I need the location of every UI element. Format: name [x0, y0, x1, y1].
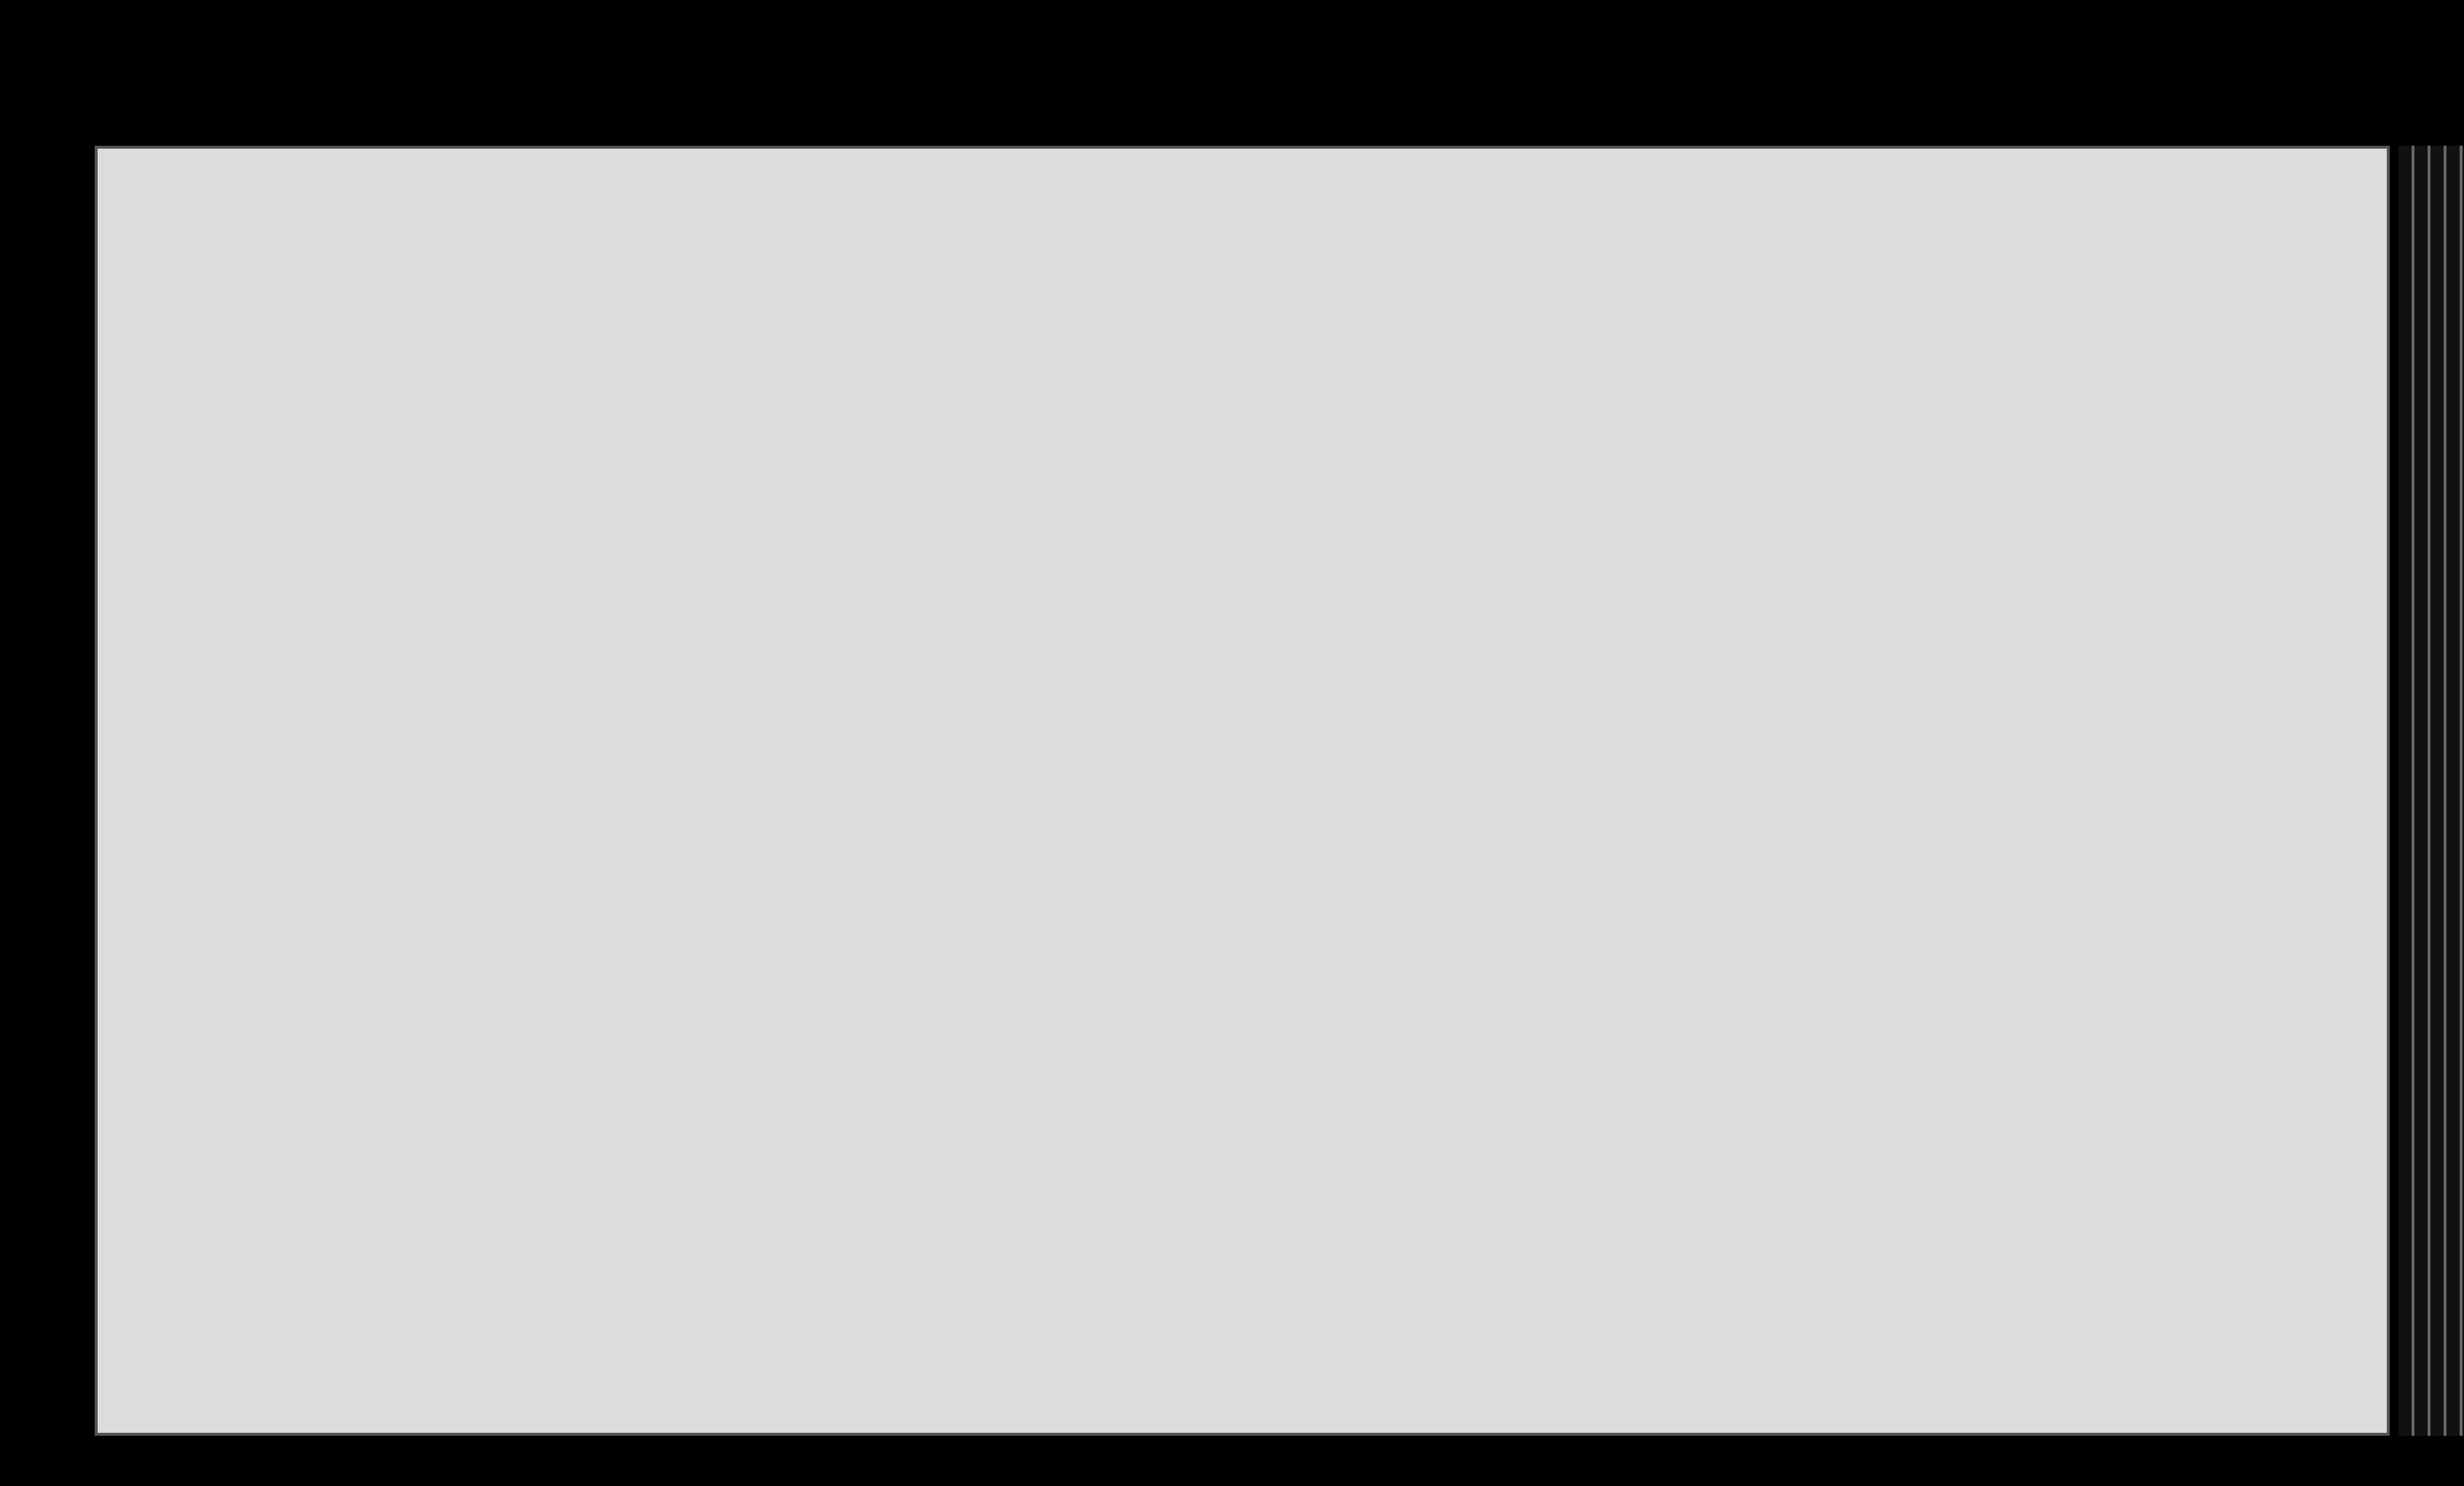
- page-edge: [2398, 146, 2464, 1436]
- census-card: [95, 146, 2390, 1436]
